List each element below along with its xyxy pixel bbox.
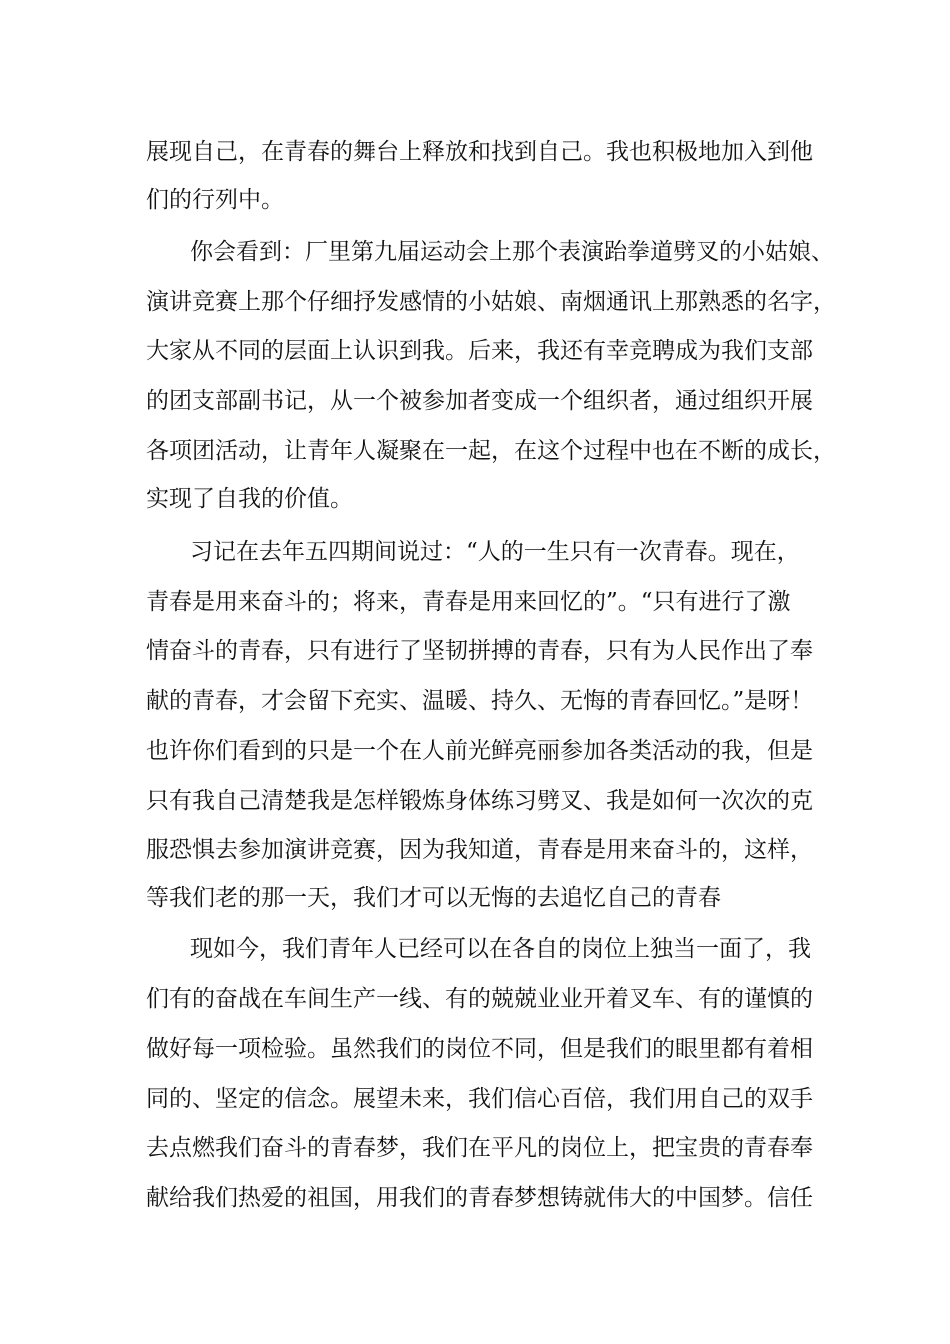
text-line: 青春是用来奋斗的；将来，青春是用来回忆的”。“只有进行了激 xyxy=(146,589,791,615)
text-line: 去点燃我们奋斗的青春梦，我们在平凡的岗位上，把宝贵的青春奉 xyxy=(146,1135,813,1161)
paragraph-first-line: 现如今，我们青年人已经可以在各自的岗位上独当一面了，我 xyxy=(190,936,811,962)
text-line: 各项团活动，让青年人凝聚在一起，在这个过程中也在不断的成长， xyxy=(146,438,836,464)
text-line: 情奋斗的青春，只有进行了坚韧拼搏的青春，只有为人民作出了奉 xyxy=(146,638,813,664)
text-line: 献给我们热爱的祖国，用我们的青春梦想铸就伟大的中国梦。信任 xyxy=(146,1185,813,1211)
text-line: 服恐惧去参加演讲竞赛，因为我知道，青春是用来奋斗的，这样， xyxy=(146,837,813,863)
paragraph-first-line: 你会看到：厂里第九届运动会上那个表演跆拳道劈叉的小姑娘、 xyxy=(190,239,834,265)
text-line: 等我们老的那一天，我们才可以无悔的去追忆自己的青春 xyxy=(146,885,721,911)
text-line: 同的、坚定的信念。展望未来，我们信心百倍，我们用自己的双手 xyxy=(146,1086,813,1112)
text-line: 只有我自己清楚我是怎样锻炼身体练习劈叉、我是如何一次次的克 xyxy=(146,788,813,814)
text-line: 献的青春，才会留下充实、温暖、持久、无悔的青春回忆。”是呀！ xyxy=(146,688,814,714)
text-line: 演讲竞赛上那个仔细抒发感情的小姑娘、南烟通讯上那熟悉的名字， xyxy=(146,289,836,315)
text-line: 们有的奋战在车间生产一线、有的兢兢业业开着叉车、有的谨慎的 xyxy=(146,986,813,1012)
text-line: 的团支部副书记，从一个被参加者变成一个组织者，通过组织开展 xyxy=(146,388,813,414)
text-line: 实现了自我的价值。 xyxy=(146,486,353,512)
paragraph-first-line: 习记在去年五四期间说过：“人的一生只有一次青春。现在， xyxy=(190,539,800,565)
text-line: 展现自己，在青春的舞台上释放和找到自己。我也积极地加入到他 xyxy=(146,139,813,165)
text-line: 大家从不同的层面上认识到我。后来，我还有幸竞聘成为我们支部 xyxy=(146,338,813,364)
text-line: 也许你们看到的只是一个在人前光鲜亮丽参加各类活动的我，但是 xyxy=(146,738,813,764)
text-line: 们的行列中。 xyxy=(146,187,284,213)
text-line: 做好每一项检验。虽然我们的岗位不同，但是我们的眼里都有着相 xyxy=(146,1036,813,1062)
